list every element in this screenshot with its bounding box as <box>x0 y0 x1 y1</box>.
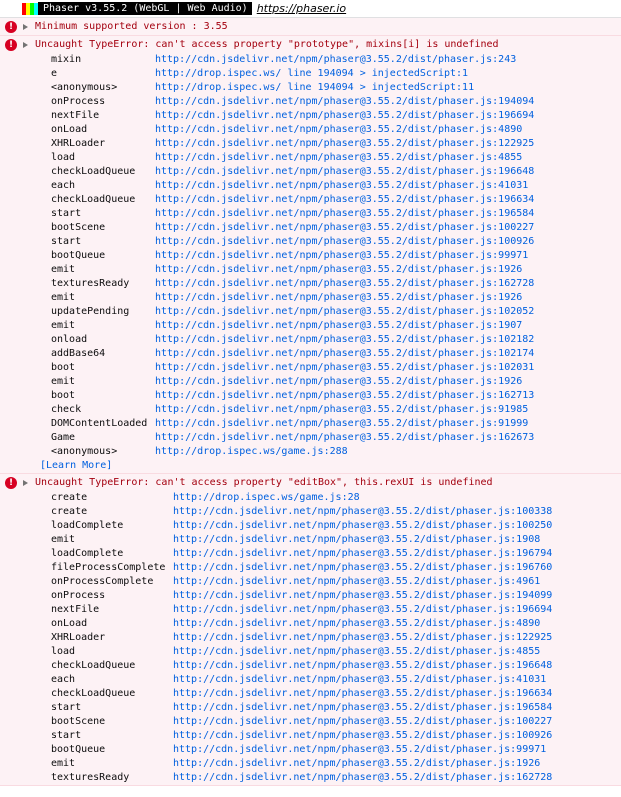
stack-frame <box>0 659 621 673</box>
frame-function-name: checkLoadQueue <box>51 688 136 699</box>
stack-frame <box>0 491 621 505</box>
frame-function-name: check <box>51 404 82 415</box>
frame-source-link[interactable]: http://cdn.jsdelivr.net/npm/phaser@3.55.2/dist/phaser.js:102174 <box>155 348 535 359</box>
frame-source-link[interactable]: http://cdn.jsdelivr.net/npm/phaser@3.55.2/dist/phaser.js:196584 <box>173 702 553 713</box>
console-error-message <box>0 474 621 786</box>
stack-frame <box>0 151 621 165</box>
stack-frame <box>0 193 621 207</box>
frame-source-link[interactable]: http://cdn.jsdelivr.net/npm/phaser@3.55.2/dist/phaser.js:4890 <box>173 618 541 629</box>
frame-function-name: create <box>51 506 88 517</box>
frame-source-link[interactable]: http://cdn.jsdelivr.net/npm/phaser@3.55.2/dist/phaser.js:1908 <box>173 534 541 545</box>
stack-frame <box>0 771 621 785</box>
frame-function-name: start <box>51 208 82 219</box>
frame-function-name: boot <box>51 362 76 373</box>
frame-function-name: DOMContentLoaded <box>51 418 148 429</box>
frame-source-link[interactable]: http://cdn.jsdelivr.net/npm/phaser@3.55.2/dist/phaser.js:4890 <box>155 124 523 135</box>
frame-function-name: texturesReady <box>51 278 130 289</box>
stack-frame <box>0 505 621 519</box>
stack-frame <box>0 81 621 95</box>
frame-source-link[interactable]: http://cdn.jsdelivr.net/npm/phaser@3.55.2/dist/phaser.js:196634 <box>173 688 553 699</box>
banner-color-stripes <box>22 3 38 15</box>
frame-source-link[interactable]: http://cdn.jsdelivr.net/npm/phaser@3.55.2/dist/phaser.js:196794 <box>173 548 553 559</box>
frame-source-link[interactable]: http://cdn.jsdelivr.net/npm/phaser@3.55.2/dist/phaser.js:1926 <box>173 758 541 769</box>
frame-function-name: onLoad <box>51 124 88 135</box>
frame-function-name: start <box>51 730 82 741</box>
stack-frame <box>0 221 621 235</box>
stack-frame <box>0 179 621 193</box>
frame-function-name: e <box>51 68 58 79</box>
stack-frame <box>0 67 621 81</box>
frame-function-name: XHRLoader <box>51 138 106 149</box>
frame-function-name: <anonymous> <box>51 82 118 93</box>
stack-frame <box>0 53 621 67</box>
stack-frame <box>0 673 621 687</box>
stack-frame <box>0 263 621 277</box>
stack-frame <box>0 333 621 347</box>
frame-function-name: XHRLoader <box>51 632 106 643</box>
stack-frame <box>0 165 621 179</box>
frame-function-name: bootScene <box>51 222 106 233</box>
stack-frame <box>0 533 621 547</box>
stack-frame <box>0 95 621 109</box>
stack-frame <box>0 375 621 389</box>
frame-source-link[interactable]: http://drop.ispec.ws/game.js:288 <box>155 446 348 457</box>
stack-frame <box>0 277 621 291</box>
frame-source-link[interactable]: http://cdn.jsdelivr.net/npm/phaser@3.55.2/dist/phaser.js:4855 <box>155 152 523 163</box>
frame-function-name: onProcessComplete <box>51 576 154 587</box>
frame-function-name: checkLoadQueue <box>51 166 136 177</box>
frame-source-link[interactable]: http://cdn.jsdelivr.net/npm/phaser@3.55.2/dist/phaser.js:196694 <box>173 604 553 615</box>
frame-function-name: nextFile <box>51 110 100 121</box>
frame-function-name: emit <box>51 264 76 275</box>
frame-function-name: emit <box>51 758 76 769</box>
frame-function-name: onload <box>51 334 88 345</box>
frame-source-link[interactable]: http://cdn.jsdelivr.net/npm/phaser@3.55.2/dist/phaser.js:99971 <box>155 250 529 261</box>
frame-source-link[interactable]: http://cdn.jsdelivr.net/npm/phaser@3.55.2/dist/phaser.js:162713 <box>155 390 535 401</box>
frame-function-name: checkLoadQueue <box>51 194 136 205</box>
frame-source-link[interactable]: http://cdn.jsdelivr.net/npm/phaser@3.55.2/dist/phaser.js:162728 <box>173 772 553 783</box>
error-icon: ! <box>5 477 17 489</box>
frame-source-link[interactable]: http://drop.ispec.ws/ line 194094 > injectedScript:1 <box>155 68 469 79</box>
stack-frame <box>0 137 621 151</box>
error-icon: ! <box>5 21 17 33</box>
stack-frame <box>0 361 621 375</box>
frame-function-name: bootQueue <box>51 744 106 755</box>
stack-frame <box>0 347 621 361</box>
frame-function-name: start <box>51 236 82 247</box>
stack-frame <box>0 445 621 459</box>
stack-frame <box>0 547 621 561</box>
frame-source-link[interactable]: http://cdn.jsdelivr.net/npm/phaser@3.55.2/dist/phaser.js:1907 <box>155 320 523 331</box>
stack-frame <box>0 575 621 589</box>
frame-function-name: <anonymous> <box>51 446 118 457</box>
stack-trace <box>0 53 621 459</box>
frame-source-link[interactable]: http://drop.ispec.ws/game.js:28 <box>173 492 360 503</box>
frame-function-name: each <box>51 674 76 685</box>
stack-frame <box>0 305 621 319</box>
stack-frame <box>0 109 621 123</box>
frame-function-name: loadComplete <box>51 548 124 559</box>
console-error-message <box>0 18 621 36</box>
error-header[interactable] <box>0 474 621 491</box>
console-error-message <box>0 36 621 474</box>
frame-source-link[interactable]: http://cdn.jsdelivr.net/npm/phaser@3.55.2/dist/phaser.js:243 <box>155 54 517 65</box>
stack-frame <box>0 235 621 249</box>
frame-function-name: addBase64 <box>51 348 106 359</box>
stack-frame <box>0 687 621 701</box>
frame-function-name: texturesReady <box>51 772 130 783</box>
frame-source-link[interactable]: http://cdn.jsdelivr.net/npm/phaser@3.55.2/dist/phaser.js:91999 <box>155 418 529 429</box>
frame-source-link[interactable]: http://cdn.jsdelivr.net/npm/phaser@3.55.2/dist/phaser.js:4855 <box>173 646 541 657</box>
stack-frame <box>0 389 621 403</box>
stack-frame <box>0 319 621 333</box>
error-header[interactable] <box>0 18 621 35</box>
frame-source-link[interactable]: http://cdn.jsdelivr.net/npm/phaser@3.55.2/dist/phaser.js:196584 <box>155 208 535 219</box>
stack-frame <box>0 589 621 603</box>
frame-function-name: bootQueue <box>51 250 106 261</box>
frame-source-link[interactable]: http://cdn.jsdelivr.net/npm/phaser@3.55.2/dist/phaser.js:194094 <box>155 96 535 107</box>
frame-function-name: onLoad <box>51 618 88 629</box>
stack-frame <box>0 403 621 417</box>
stack-frame <box>0 603 621 617</box>
stack-frame <box>0 757 621 771</box>
frame-function-name: emit <box>51 292 76 303</box>
frame-function-name: emit <box>51 320 76 331</box>
error-header[interactable] <box>0 36 621 53</box>
frame-source-link[interactable]: http://cdn.jsdelivr.net/npm/phaser@3.55.2/dist/phaser.js:99971 <box>173 744 547 755</box>
frame-source-link[interactable]: http://cdn.jsdelivr.net/npm/phaser@3.55.2/dist/phaser.js:1926 <box>155 264 523 275</box>
frame-source-link[interactable]: http://cdn.jsdelivr.net/npm/phaser@3.55.2/dist/phaser.js:91985 <box>155 404 529 415</box>
frame-function-name: onProcess <box>51 96 106 107</box>
frame-source-link[interactable]: http://cdn.jsdelivr.net/npm/phaser@3.55.2/dist/phaser.js:4961 <box>173 576 541 587</box>
frame-source-link[interactable]: http://cdn.jsdelivr.net/npm/phaser@3.55.2/dist/phaser.js:102052 <box>155 306 535 317</box>
frame-function-name: onProcess <box>51 590 106 601</box>
frame-source-link[interactable]: http://cdn.jsdelivr.net/npm/phaser@3.55.2/dist/phaser.js:102031 <box>155 362 535 373</box>
frame-function-name: boot <box>51 390 76 401</box>
learn-more-label[interactable]: [Learn More] <box>40 460 113 471</box>
frame-source-link[interactable]: http://cdn.jsdelivr.net/npm/phaser@3.55.2/dist/phaser.js:162728 <box>155 278 535 289</box>
frame-source-link[interactable]: http://cdn.jsdelivr.net/npm/phaser@3.55.2/dist/phaser.js:196760 <box>173 562 553 573</box>
frame-source-link[interactable]: http://cdn.jsdelivr.net/npm/phaser@3.55.2/dist/phaser.js:100926 <box>173 730 553 741</box>
stack-frame <box>0 561 621 575</box>
frame-function-name: create <box>51 492 88 503</box>
frame-function-name: start <box>51 702 82 713</box>
frame-source-link[interactable]: http://cdn.jsdelivr.net/npm/phaser@3.55.2/dist/phaser.js:1926 <box>155 376 523 387</box>
frame-source-link[interactable]: http://cdn.jsdelivr.net/npm/phaser@3.55.2/dist/phaser.js:100227 <box>155 222 535 233</box>
stack-frame <box>0 743 621 757</box>
stack-frame <box>0 631 621 645</box>
frame-source-link[interactable]: http://cdn.jsdelivr.net/npm/phaser@3.55.2/dist/phaser.js:162673 <box>155 432 535 443</box>
stack-frame <box>0 617 621 631</box>
frame-function-name: checkLoadQueue <box>51 660 136 671</box>
stack-frame <box>0 123 621 137</box>
frame-function-name: mixin <box>51 54 82 65</box>
phaser-banner <box>0 0 621 18</box>
frame-source-link[interactable]: http://cdn.jsdelivr.net/npm/phaser@3.55.2/dist/phaser.js:100926 <box>155 236 535 247</box>
frame-source-link[interactable]: http://cdn.jsdelivr.net/npm/phaser@3.55.2/dist/phaser.js:41031 <box>173 674 547 685</box>
frame-function-name: emit <box>51 534 76 545</box>
frame-function-name: updatePending <box>51 306 130 317</box>
frame-source-link[interactable]: http://cdn.jsdelivr.net/npm/phaser@3.55.2/dist/phaser.js:196648 <box>155 166 535 177</box>
error-text: Minimum supported version : 3.55 <box>35 21 228 32</box>
frame-source-link[interactable]: http://cdn.jsdelivr.net/npm/phaser@3.55.2/dist/phaser.js:122925 <box>173 632 553 643</box>
error-text: Uncaught TypeError: can't access property "editBox", this.rexUI is undefined <box>35 477 493 488</box>
phaser-version-label: Phaser v3.55.2 (WebGL | Web Audio) <box>38 2 252 15</box>
frame-function-name: load <box>51 646 76 657</box>
frame-function-name: bootScene <box>51 716 106 727</box>
stack-frame <box>0 207 621 221</box>
frame-source-link[interactable]: http://cdn.jsdelivr.net/npm/phaser@3.55.2/dist/phaser.js:100250 <box>173 520 553 531</box>
stack-frame <box>0 715 621 729</box>
stack-frame <box>0 701 621 715</box>
frame-source-link[interactable]: http://cdn.jsdelivr.net/npm/phaser@3.55.2/dist/phaser.js:196648 <box>173 660 553 671</box>
frame-source-link[interactable]: http://cdn.jsdelivr.net/npm/phaser@3.55.2/dist/phaser.js:102182 <box>155 334 535 345</box>
stack-trace <box>0 491 621 785</box>
frame-function-name: loadComplete <box>51 520 124 531</box>
frame-source-link[interactable]: http://cdn.jsdelivr.net/npm/phaser@3.55.2/dist/phaser.js:194099 <box>173 590 553 601</box>
collapsed-arrow-icon[interactable] <box>23 24 28 30</box>
frame-source-link[interactable]: http://drop.ispec.ws/ line 194094 > injectedScript:11 <box>155 82 475 93</box>
stack-frame <box>0 519 621 533</box>
frame-function-name: Game <box>51 432 76 443</box>
collapsed-arrow-icon[interactable] <box>23 42 28 48</box>
stack-frame <box>0 645 621 659</box>
phaser-link[interactable]: https://phaser.io <box>256 2 347 15</box>
frame-function-name: each <box>51 180 76 191</box>
frame-source-link[interactable]: http://cdn.jsdelivr.net/npm/phaser@3.55.2/dist/phaser.js:196634 <box>155 194 535 205</box>
stack-frame <box>0 249 621 263</box>
frame-function-name: fileProcessComplete <box>51 562 166 573</box>
collapsed-arrow-icon[interactable] <box>23 480 28 486</box>
frame-source-link[interactable]: http://cdn.jsdelivr.net/npm/phaser@3.55.2/dist/phaser.js:196694 <box>155 110 535 121</box>
stack-frame <box>0 291 621 305</box>
frame-source-link[interactable]: http://cdn.jsdelivr.net/npm/phaser@3.55.2/dist/phaser.js:1926 <box>155 292 523 303</box>
stack-frame <box>0 417 621 431</box>
frame-function-name: nextFile <box>51 604 100 615</box>
frame-function-name: load <box>51 152 76 163</box>
frame-source-link[interactable]: http://cdn.jsdelivr.net/npm/phaser@3.55.2/dist/phaser.js:41031 <box>155 180 529 191</box>
stack-frame <box>0 431 621 445</box>
stack-frame <box>0 729 621 743</box>
error-text: Uncaught TypeError: can't access property "prototype", mixins[i] is undefined <box>35 39 499 50</box>
frame-source-link[interactable]: http://cdn.jsdelivr.net/npm/phaser@3.55.2/dist/phaser.js:122925 <box>155 138 535 149</box>
learn-more-link[interactable] <box>0 459 621 473</box>
frame-source-link[interactable]: http://cdn.jsdelivr.net/npm/phaser@3.55.2/dist/phaser.js:100227 <box>173 716 553 727</box>
frame-function-name: emit <box>51 376 76 387</box>
error-icon: ! <box>5 39 17 51</box>
frame-source-link[interactable]: http://cdn.jsdelivr.net/npm/phaser@3.55.2/dist/phaser.js:100338 <box>173 506 553 517</box>
